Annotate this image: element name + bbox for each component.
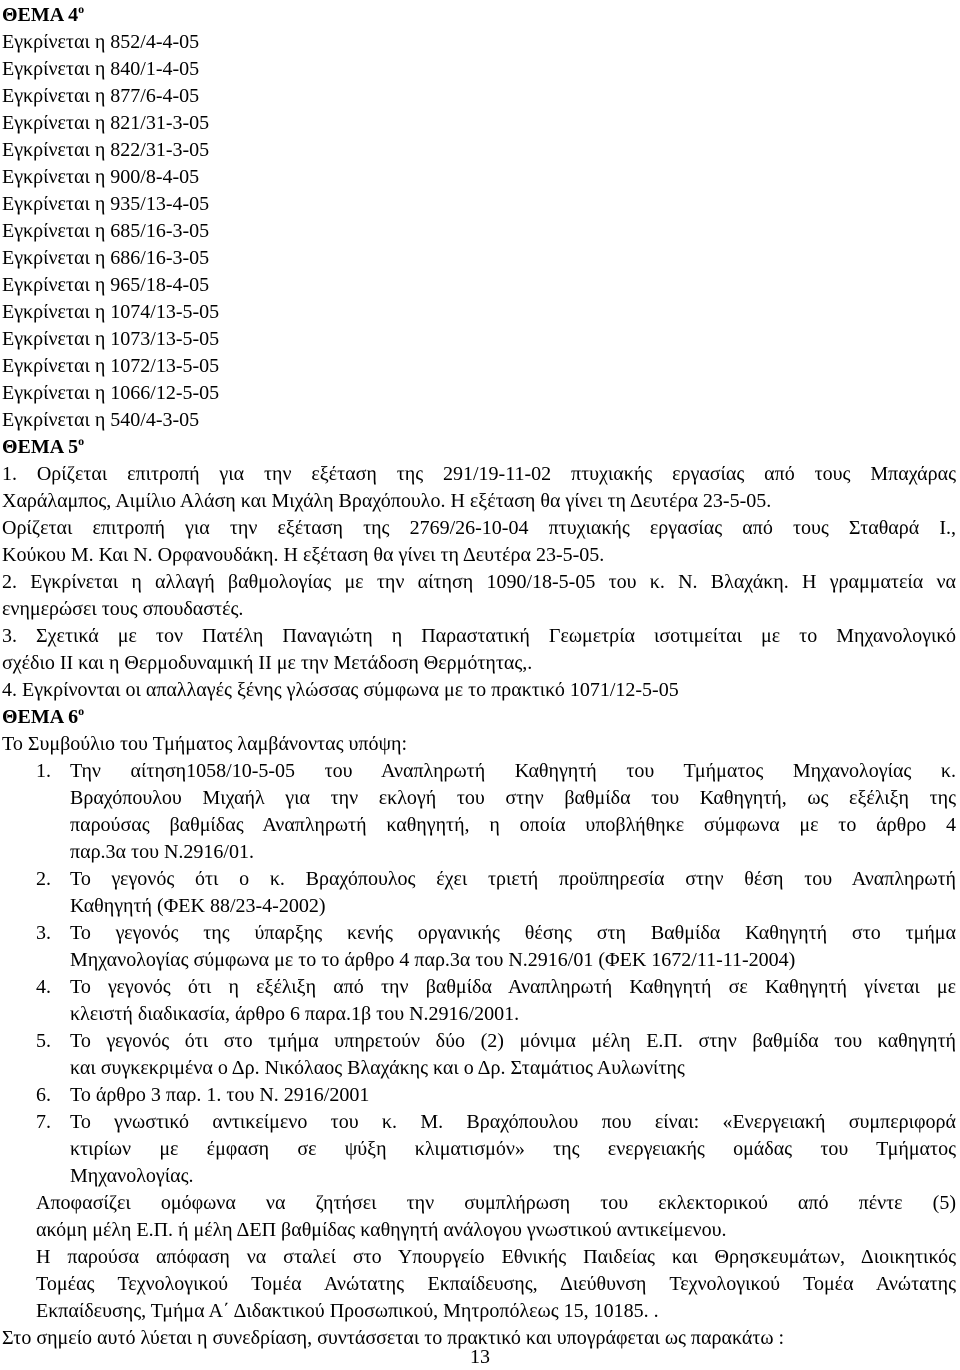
list-number: 3. <box>36 922 51 944</box>
list-item <box>2 974 956 1028</box>
decision-paragraph <box>2 1190 956 1244</box>
approval-line: Εγκρίνεται η 1066/12-5-05 <box>2 382 220 404</box>
theme-5-heading: ΘΕΜΑ $5^o$ <box>2 434 85 458</box>
theme-6-intro: Το Συμβούλιο του Τμήματος λαμβάνοντας υπόψη: <box>2 733 408 755</box>
approval-line: Εγκρίνεται η 1074/13-5-05 <box>2 301 220 323</box>
list-line: Το γεγονός ότι ο κ. Βραχόπουλος έχει τριετή προϋπηρεσία στην θέση του Αναπληρωτή <box>70 868 956 890</box>
approval-line: Εγκρίνεται η 852/4-4-05 <box>2 31 200 53</box>
approval-line: Εγκρίνεται η 1073/13-5-05 <box>2 328 220 350</box>
approval-line: Εγκρίνεται η 935/13-4-05 <box>2 193 210 215</box>
document-page <box>2 2 956 1352</box>
list-line: και συγκεκριμένα ο Δρ. Νικόλαος Βλαχάκης και ο Δρ. Σταμάτιος Αυλωνίτης <box>70 1057 685 1079</box>
list-item <box>2 866 956 920</box>
paragraph-line: Η παρούσα απόφαση να σταλεί στο Υπουργείο Εθνικής Παιδείας και Θρησκευμάτων, Διοικητικός <box>36 1246 956 1268</box>
theme-4-heading: ΘΕΜΑ $4^o$ <box>2 2 85 26</box>
approval-line: Εγκρίνεται η 840/1-4-05 <box>2 58 200 80</box>
paragraph-line: 3. Σχετικά με τον Πατέλη Παναγιώτη η Παραστατική Γεωμετρία ισοτιμείται με το Μηχανολογικό <box>2 625 956 647</box>
list-item <box>2 1028 956 1082</box>
list-line: Το γεγονός ότι η εξέλιξη από την βαθμίδα Αναπληρωτή Καθηγητή σε Καθηγητή γίνεται με <box>70 976 956 998</box>
list-line: Το γεγονός της ύπαρξης κενής οργανικής θέσης στη Βαθμίδα Καθηγητή στο τμήμα <box>70 922 956 944</box>
paragraph-line: 2. Εγκρίνεται η αλλαγή βαθμολογίας με την αίτηση 1090/18-5-05 του κ. Ν. Βλαχάκη. Η γραμματεία να <box>2 571 956 593</box>
paragraph-line: Αποφασίζει ομόφωνα να ζητήσει την συμπλήρωση του εκλεκτορικού από πέντε (5) <box>36 1192 956 1214</box>
approval-line: Εγκρίνεται η 877/6-4-05 <box>2 85 200 107</box>
list-line: παρ.3α του Ν.2916/01. <box>70 841 254 863</box>
approval-line: Εγκρίνεται η 686/16-3-05 <box>2 247 210 269</box>
approval-line: Εγκρίνεται η 540/4-3-05 <box>2 409 200 431</box>
theme-4-approvals <box>2 29 956 434</box>
list-item <box>2 1109 956 1190</box>
dispatch-paragraph <box>2 1244 956 1325</box>
page-number: 13 <box>470 1346 490 1368</box>
list-line: Βραχόπουλου Μιχαήλ για την εκλογή του στην βαθμίδα του Καθηγητή, ως εξέλιξη της <box>70 787 956 809</box>
list-number: 7. <box>36 1111 51 1133</box>
list-number: 1. <box>36 760 51 782</box>
paragraph-line: 1. Ορίζεται επιτροπή για την εξέταση της 291/19-11-02 πτυχιακής εργασίας από τους Μπαχάρας <box>2 463 956 485</box>
list-item <box>2 920 956 974</box>
paragraph-line: Εκπαίδευσης, Τμήμα Α΄ Διδακτικού Προσωπικού, Μητροπόλεως 15, 10185. . <box>36 1300 659 1322</box>
paragraph-line: 4. Εγκρίνονται οι απαλλαγές ξένης γλώσσας σύμφωνα με το πρακτικό 1071/12-5-05 <box>2 679 679 701</box>
considerations-list <box>2 758 956 1190</box>
list-line: κτιρίων με έμφαση σε ψύξη κλιματισμόν» της ενεργειακής ομάδας του Τμήματος <box>70 1138 956 1160</box>
theme-5-body <box>2 461 956 704</box>
paragraph-line: Τομέας Τεχνολογικού Τομέα Ανώτατης Εκπαίδευσης, Διεύθυνση Τεχνολογικού Τομέα Ανώτατης <box>36 1273 956 1295</box>
list-line: Την αίτηση1058/10-5-05 του Αναπληρωτή Καθηγητή του Τμήματος Μηχανολογίας κ. <box>70 760 956 782</box>
list-number: 6. <box>36 1084 51 1106</box>
approval-line: Εγκρίνεται η 965/18-4-05 <box>2 274 210 296</box>
closing-line: Στο σημείο αυτό λύεται η συνεδρίαση, συντάσσεται το πρακτικό και υπογράφεται ως παρακάτω : <box>2 1327 785 1349</box>
approval-line: Εγκρίνεται η 900/8-4-05 <box>2 166 200 188</box>
list-item <box>2 1082 956 1109</box>
paragraph-line: ακόμη μέλη Ε.Π. ή μέλη ΔΕΠ βαθμίδας καθηγητή ανάλογου γνωστικού αντικείμενου. <box>36 1219 727 1241</box>
paragraph-line: Ορίζεται επιτροπή για την εξέταση της 2769/26-10-04 πτυχιακής εργασίας από τους Σταθαρά Ι., <box>2 517 956 539</box>
list-line: Το άρθρο 3 παρ. 1. του Ν. 2916/2001 <box>70 1084 370 1106</box>
approval-line: Εγκρίνεται η 685/16-3-05 <box>2 220 210 242</box>
list-item <box>2 758 956 866</box>
theme-6-heading: ΘΕΜΑ $6^o$ <box>2 704 85 728</box>
paragraph-line: ενημερώσει τους σπουδαστές. <box>2 598 244 620</box>
list-number: 4. <box>36 976 51 998</box>
list-line: Μηχανολογίας. <box>70 1165 194 1187</box>
paragraph-line: Χαράλαμπος, Αιμίλιο Αλάση και Μιχάλη Βραχόπουλο. Η εξέταση θα γίνει τη Δευτέρα 23-5-05. <box>2 490 772 512</box>
paragraph-line: Κούκου Μ. Και Ν. Ορφανουδάκη. Η εξέταση θα γίνει τη Δευτέρα 23-5-05. <box>2 544 605 566</box>
list-line: παρούσας βαθμίδας Αναπληρωτή καθηγητή, η οποία υποβλήθηκε σύμφωνα με το άρθρο 4 <box>70 814 956 836</box>
approval-line: Εγκρίνεται η 1072/13-5-05 <box>2 355 220 377</box>
paragraph-line: σχέδιο ΙΙ και η Θερμοδυναμική ΙΙ με την Μετάδοση Θερμότητας,. <box>2 652 533 674</box>
list-line: Το γεγονός ότι στο τμήμα υπηρετούν δύο (2) μόνιμα μέλη Ε.Π. στην βαθμίδα του καθηγητή <box>70 1030 956 1052</box>
list-line: Καθηγητή (ΦΕΚ 88/23-4-2002) <box>70 895 326 917</box>
approval-line: Εγκρίνεται η 821/31-3-05 <box>2 112 210 134</box>
list-line: Το γνωστικό αντικείμενο του κ. Μ. Βραχόπουλου που είναι: «Ενεργειακή συμπεριφορά <box>70 1111 956 1133</box>
approval-line: Εγκρίνεται η 822/31-3-05 <box>2 139 210 161</box>
list-number: 2. <box>36 868 51 890</box>
list-number: 5. <box>36 1030 51 1052</box>
list-line: Μηχανολογίας σύμφωνα με το το άρθρο 4 παρ.3α του Ν.2916/01 (ΦΕΚ 1672/11-11-2004) <box>70 949 796 971</box>
list-line: κλειστή διαδικασία, άρθρο 6 παρα.1β του Ν.2916/2001. <box>70 1003 520 1025</box>
